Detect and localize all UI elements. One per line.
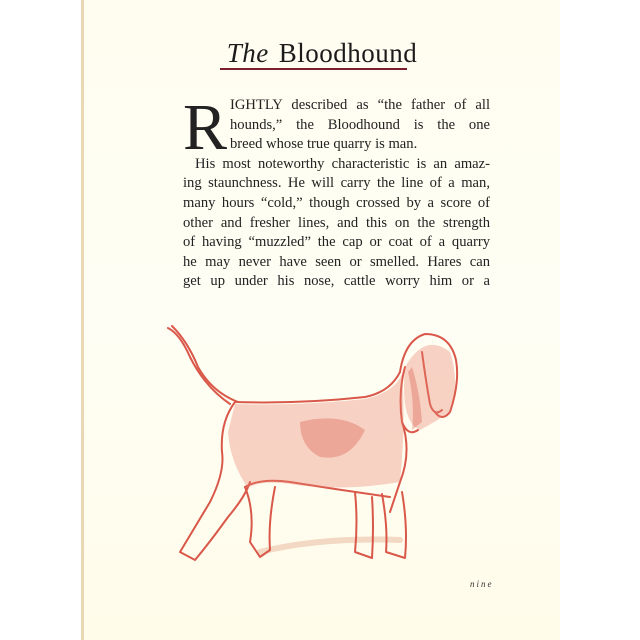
page-title: [84, 38, 560, 69]
text-line: of having “muzzled” the cap or coat of a quarry: [183, 234, 490, 251]
text-line: breed whose true quarry is man.: [230, 136, 418, 153]
book-page: [81, 0, 560, 640]
paragraph-2: [183, 155, 490, 292]
text-line: he may never have seen or smelled. Hares can: [183, 253, 490, 270]
text-line: hounds,” the Bloodhound is the one: [230, 116, 490, 133]
bloodhound-illustration: [150, 312, 466, 580]
body-text: [183, 91, 490, 292]
text-line: get up under his nose, cattle worry him or a: [183, 273, 490, 290]
text-line: other and fresher lines, and this on the strength: [183, 214, 490, 231]
text-line: ing staunchness. He will carry the line of a man,: [183, 175, 490, 192]
text-line: IGHTLY described as “the father of all: [230, 97, 490, 113]
title-main: Bloodhound: [278, 38, 418, 68]
text-line: His most noteworthy characteristic is an amaz-: [195, 155, 490, 172]
page-number: nine: [470, 579, 494, 589]
title-underline: [220, 68, 407, 70]
text-line: many hours “cold,” though crossed by a score of: [183, 194, 490, 211]
title-prefix: The: [226, 38, 269, 68]
drop-cap: R: [183, 91, 228, 164]
